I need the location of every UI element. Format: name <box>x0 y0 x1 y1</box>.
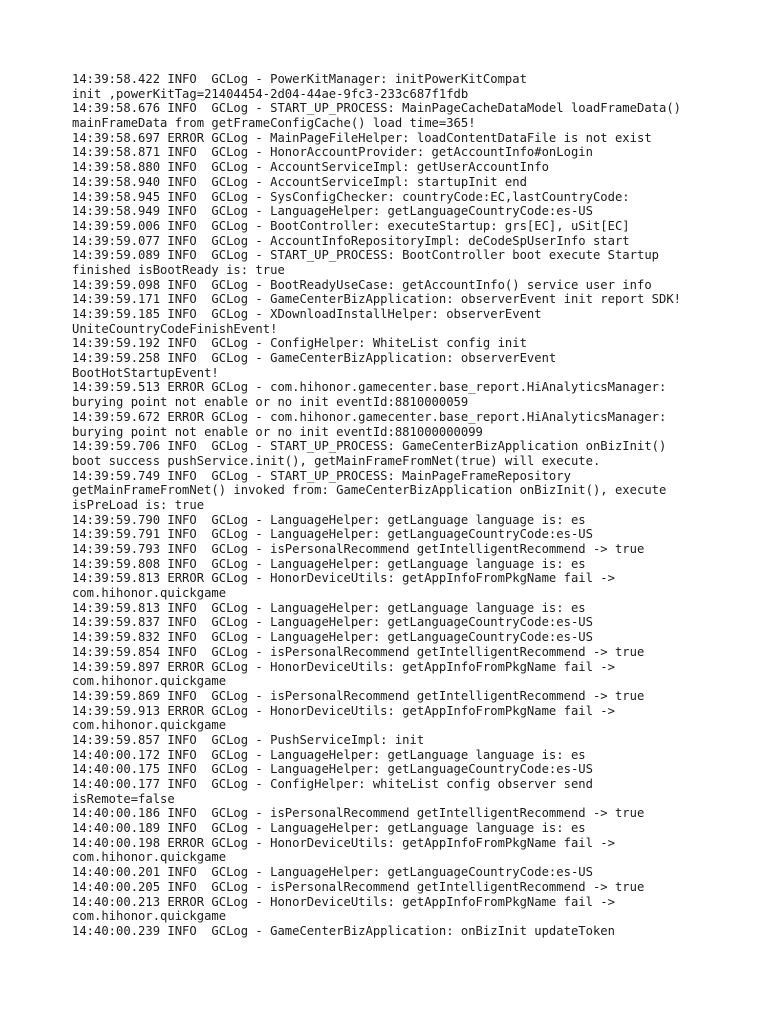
log-line: com.hihonor.quickgame <box>72 586 227 601</box>
log-line: 14:39:59.854 INFO GCLog - isPersonalRecommend getIntelligentRecommend -> true <box>72 644 645 659</box>
log-line: 14:39:59.790 INFO GCLog - LanguageHelper: getLanguage language is: es <box>72 512 586 527</box>
log-line: 14:39:59.192 INFO GCLog - ConfigHelper: WhiteList config init <box>72 336 527 351</box>
log-line: 14:40:00.186 INFO GCLog - isPersonalRecommend getIntelligentRecommend -> true <box>72 806 645 821</box>
log-line: 14:39:59.089 INFO GCLog - START_UP_PROCESS: BootController boot execute Startup <box>72 248 659 263</box>
log-line: 14:40:00.201 INFO GCLog - LanguageHelper: getLanguageCountryCode:es-US <box>72 865 593 880</box>
log-line: 14:39:59.672 ERROR GCLog - com.hihonor.gamecenter.base_report.HiAnalyticsManager: <box>72 409 667 424</box>
log-line: com.hihonor.quickgame <box>72 718 227 733</box>
log-line: 14:40:00.189 INFO GCLog - LanguageHelper: getLanguage language is: es <box>72 821 586 836</box>
log-line: burying point not enable or no init eventId:8810000059 <box>72 395 469 410</box>
log-line: 14:39:59.869 INFO GCLog - isPersonalRecommend getIntelligentRecommend -> true <box>72 688 645 703</box>
log-line: 14:39:59.171 INFO GCLog - GameCenterBizApplication: observerEvent init report SDK! <box>72 292 682 307</box>
log-line: 14:39:59.813 INFO GCLog - LanguageHelper: getLanguage language is: es <box>72 600 586 615</box>
log-line: 14:39:59.791 INFO GCLog - LanguageHelper: getLanguageCountryCode:es-US <box>72 527 593 542</box>
log-line: init ,powerKitTag=21404454-2d04-44ae-9fc3-233c687f1fdb <box>72 86 469 101</box>
log-line: 14:39:59.098 INFO GCLog - BootReadyUseCase: getAccountInfo() service user info <box>72 277 652 292</box>
log-line: 14:40:00.198 ERROR GCLog - HonorDeviceUtils: getAppInfoFromPkgName fail -> <box>72 835 615 850</box>
log-line: 14:40:00.205 INFO GCLog - isPersonalRecommend getIntelligentRecommend -> true <box>72 879 645 894</box>
log-line: 14:39:59.813 ERROR GCLog - HonorDeviceUtils: getAppInfoFromPkgName fail -> <box>72 571 615 586</box>
log-line: isRemote=false <box>72 791 175 806</box>
log-line: 14:40:00.172 INFO GCLog - LanguageHelper: getLanguage language is: es <box>72 747 586 762</box>
log-line: com.hihonor.quickgame <box>72 909 227 924</box>
log-line: 14:39:59.832 INFO GCLog - LanguageHelper: getLanguageCountryCode:es-US <box>72 630 593 645</box>
log-line: 14:39:59.837 INFO GCLog - LanguageHelper: getLanguageCountryCode:es-US <box>72 615 593 630</box>
log-line: 14:39:59.808 INFO GCLog - LanguageHelper: getLanguage language is: es <box>72 556 586 571</box>
log-line: 14:39:59.913 ERROR GCLog - HonorDeviceUtils: getAppInfoFromPkgName fail -> <box>72 703 615 718</box>
log-line: isPreLoad is: true <box>72 497 205 512</box>
log-line: 14:40:00.175 INFO GCLog - LanguageHelper: getLanguageCountryCode:es-US <box>72 762 593 777</box>
log-line: 14:39:59.077 INFO GCLog - AccountInfoRepositoryImpl: deCodeSpUserInfo start <box>72 233 630 248</box>
log-line: 14:39:59.258 INFO GCLog - GameCenterBizApplication: observerEvent <box>72 351 557 366</box>
log-line: 14:39:58.949 INFO GCLog - LanguageHelper: getLanguageCountryCode:es-US <box>72 204 593 219</box>
log-line: UniteCountryCodeFinishEvent! <box>72 321 278 336</box>
log-line: BootHotStartupEvent! <box>72 365 219 380</box>
log-line: 14:39:59.006 INFO GCLog - BootController: executeStartup: grs[EC], uSit[EC] <box>72 218 630 233</box>
log-line: com.hihonor.quickgame <box>72 674 227 689</box>
log-line: 14:39:59.793 INFO GCLog - isPersonalRecommend getIntelligentRecommend -> true <box>72 542 645 556</box>
log-line: 14:39:59.513 ERROR GCLog - com.hihonor.gamecenter.base_report.HiAnalyticsManager: <box>72 380 667 395</box>
log-line: 14:39:58.676 INFO GCLog - START_UP_PROCESS: MainPageCacheDataModel loadFrameData() <box>72 101 682 116</box>
log-line: com.hihonor.quickgame <box>72 850 227 865</box>
log-line: 14:39:58.422 INFO GCLog - PowerKitManager: initPowerKitCompat <box>72 72 527 86</box>
log-line: 14:39:58.880 INFO GCLog - AccountServiceImpl: getUserAccountInfo <box>72 160 549 175</box>
log-line: burying point not enable or no init eventId:881000000099 <box>72 424 483 439</box>
log-line: mainFrameData from getFrameConfigCache() load time=365! <box>72 116 476 131</box>
log-line: 14:40:00.239 INFO GCLog - GameCenterBizApplication: onBizInit updateToken <box>72 923 615 938</box>
log-line: finished isBootReady is: true <box>72 262 285 277</box>
log-line: 14:40:00.177 INFO GCLog - ConfigHelper: whiteList config observer send <box>72 777 593 791</box>
log-line: 14:40:00.213 ERROR GCLog - HonorDeviceUtils: getAppInfoFromPkgName fail -> <box>72 894 615 909</box>
log-line: getMainFrameFromNet() invoked from: GameCenterBizApplication onBizInit(), execute <box>72 483 667 498</box>
log-line: 14:39:58.697 ERROR GCLog - MainPageFileHelper: loadContentDataFile is not exist <box>72 130 652 145</box>
log-line: 14:39:59.185 INFO GCLog - XDownloadInstallHelper: observerEvent <box>72 307 542 321</box>
log-line: 14:39:59.897 ERROR GCLog - HonorDeviceUtils: getAppInfoFromPkgName fail -> <box>72 659 615 674</box>
log-line: 14:39:59.749 INFO GCLog - START_UP_PROCESS: MainPageFrameRepository <box>72 468 571 483</box>
log-line: 14:39:59.706 INFO GCLog - START_UP_PROCESS: GameCenterBizApplication onBizInit() <box>72 439 667 454</box>
log-line: 14:39:58.940 INFO GCLog - AccountServiceImpl: startupInit end <box>72 174 527 189</box>
log-text-block <box>72 72 712 939</box>
log-line: boot success pushService.init(), getMainFrameFromNet(true) will execute. <box>72 453 601 468</box>
log-line: 14:39:59.857 INFO GCLog - PushServiceImpl: init <box>72 732 425 747</box>
log-line: 14:39:58.871 INFO GCLog - HonorAccountProvider: getAccountInfo#onLogin <box>72 145 593 160</box>
log-line: 14:39:58.945 INFO GCLog - SysConfigChecker: countryCode:EC,lastCountryCode: <box>72 189 630 204</box>
